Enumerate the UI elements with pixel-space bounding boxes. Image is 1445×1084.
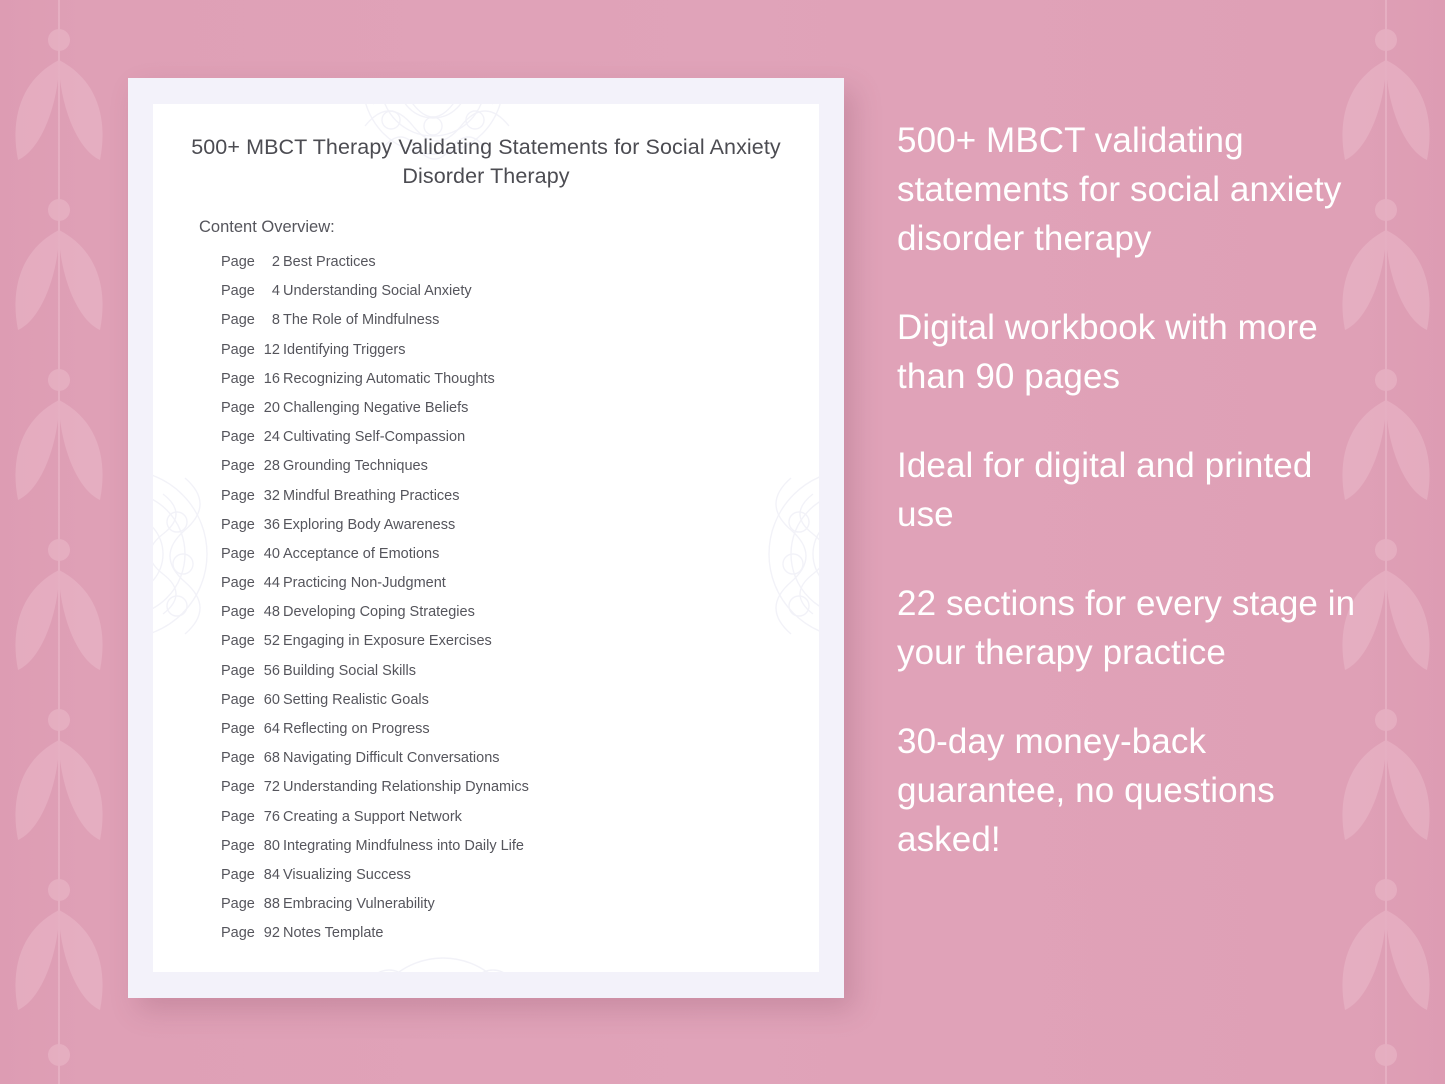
toc-entry	[221, 458, 801, 487]
toc-entry-title: Recognizing Automatic Thoughts	[283, 370, 495, 387]
toc-entry-title: Visualizing Success	[283, 866, 411, 883]
toc-entry-page: Page 4	[221, 283, 280, 300]
toc-entry-page: Page 44	[221, 575, 280, 592]
toc-entry	[221, 809, 801, 838]
marketing-bullet: 500+ MBCT validating statements for social anxiety disorder therapy	[897, 121, 1342, 258]
toc-entry-page: Page 24	[221, 429, 280, 446]
floral-border-left-icon	[0, 0, 118, 1084]
toc-entry-page: Page 92	[221, 925, 280, 942]
toc-entry	[221, 692, 801, 721]
content-overview-label: Content Overview:	[199, 218, 335, 236]
toc-entry-title: Best Practices	[283, 254, 376, 270]
toc-entry-title: Exploring Body Awareness	[283, 516, 456, 533]
toc-entry-title: Developing Coping Strategies	[283, 604, 475, 621]
toc-entry	[221, 546, 801, 575]
toc-entry-page: Page 64	[221, 721, 280, 737]
toc-entry	[221, 721, 801, 750]
marketing-bullet: 22 sections for every stage in your therapy practice	[897, 584, 1356, 672]
toc-entry	[221, 633, 801, 662]
toc-entry-page: Page 16	[221, 370, 280, 387]
toc-entry	[221, 283, 801, 312]
toc-entry-title: Challenging Negative Beliefs	[283, 399, 469, 416]
toc-entry-title: Integrating Mindfulness into Daily Life	[283, 837, 524, 854]
toc-entry-page: Page 2	[221, 254, 280, 270]
toc-entry-title: Navigating Difficult Conversations	[283, 750, 500, 767]
toc-entry-title: Notes Template	[283, 925, 384, 942]
toc-entry-title: Cultivating Self-Compassion	[283, 429, 466, 446]
toc-entry-page: Page 80	[221, 837, 280, 854]
toc-entry-page: Page 48	[221, 604, 280, 621]
toc-entry-title: Creating a Support Network	[283, 808, 462, 825]
toc-entry-title: The Role of Mindfulness	[283, 312, 440, 329]
toc-entry	[221, 488, 801, 517]
toc-entry	[221, 517, 801, 546]
toc-entry	[221, 400, 801, 429]
toc-entry-page: Page 84	[221, 866, 280, 883]
toc-entry-title: Building Social Skills	[283, 662, 416, 679]
toc-entry-title: Acceptance of Emotions	[283, 545, 440, 562]
marketing-bullets	[897, 116, 1357, 864]
toc-entry-page: Page 72	[221, 779, 280, 796]
marketing-bullet: Digital workbook with more than 90 pages	[897, 308, 1318, 396]
toc-entry	[221, 575, 801, 604]
toc-entry	[221, 779, 801, 808]
toc-entry-page: Page 28	[221, 458, 280, 475]
toc-entry	[221, 604, 801, 633]
toc-entry-page: Page 88	[221, 896, 280, 913]
toc-entry-page: Page 8	[221, 312, 280, 329]
toc-entry-title: Identifying Triggers	[283, 341, 406, 358]
toc-entry-page: Page 68	[221, 750, 280, 767]
toc-entry-page: Page 32	[221, 487, 280, 504]
toc-entry	[221, 429, 801, 458]
toc-entry	[221, 750, 801, 779]
marketing-bullet: 30-day money-back guarantee, no questions asked!	[897, 722, 1275, 859]
page-title: 500+ MBCT Therapy Validating Statements for Social Anxiety Disorder Therapy	[191, 135, 781, 188]
toc-entry-title: Understanding Relationship Dynamics	[283, 779, 529, 796]
toc-entry-title: Engaging in Exposure Exercises	[283, 633, 492, 650]
toc-entry-page: Page 52	[221, 633, 280, 650]
toc-entry-title: Mindful Breathing Practices	[283, 487, 460, 504]
toc-entry-page: Page 12	[221, 341, 280, 358]
toc-entry	[221, 838, 801, 867]
toc-entry-title: Setting Realistic Goals	[283, 691, 429, 708]
toc-entry	[221, 925, 801, 954]
toc-entry	[221, 371, 801, 400]
toc-entry-title: Understanding Social Anxiety	[283, 283, 472, 300]
toc-entry-title: Grounding Techniques	[283, 458, 428, 475]
toc-entry	[221, 663, 801, 692]
toc-entry-title: Embracing Vulnerability	[283, 896, 435, 913]
table-of-contents	[221, 254, 801, 955]
toc-entry-page: Page 76	[221, 808, 280, 825]
toc-entry-page: Page 60	[221, 691, 280, 708]
toc-entry-page: Page 40	[221, 545, 280, 562]
toc-entry	[221, 342, 801, 371]
toc-entry	[221, 312, 801, 341]
marketing-bullet: Ideal for digital and printed use	[897, 446, 1313, 534]
toc-entry-page: Page 20	[221, 399, 280, 416]
toc-entry-title: Reflecting on Progress	[283, 721, 430, 737]
toc-entry-page: Page 56	[221, 662, 280, 679]
toc-entry	[221, 896, 801, 925]
toc-entry	[221, 254, 801, 283]
toc-entry	[221, 867, 801, 896]
toc-entry-page: Page 36	[221, 516, 280, 533]
toc-entry-title: Practicing Non-Judgment	[283, 575, 446, 592]
